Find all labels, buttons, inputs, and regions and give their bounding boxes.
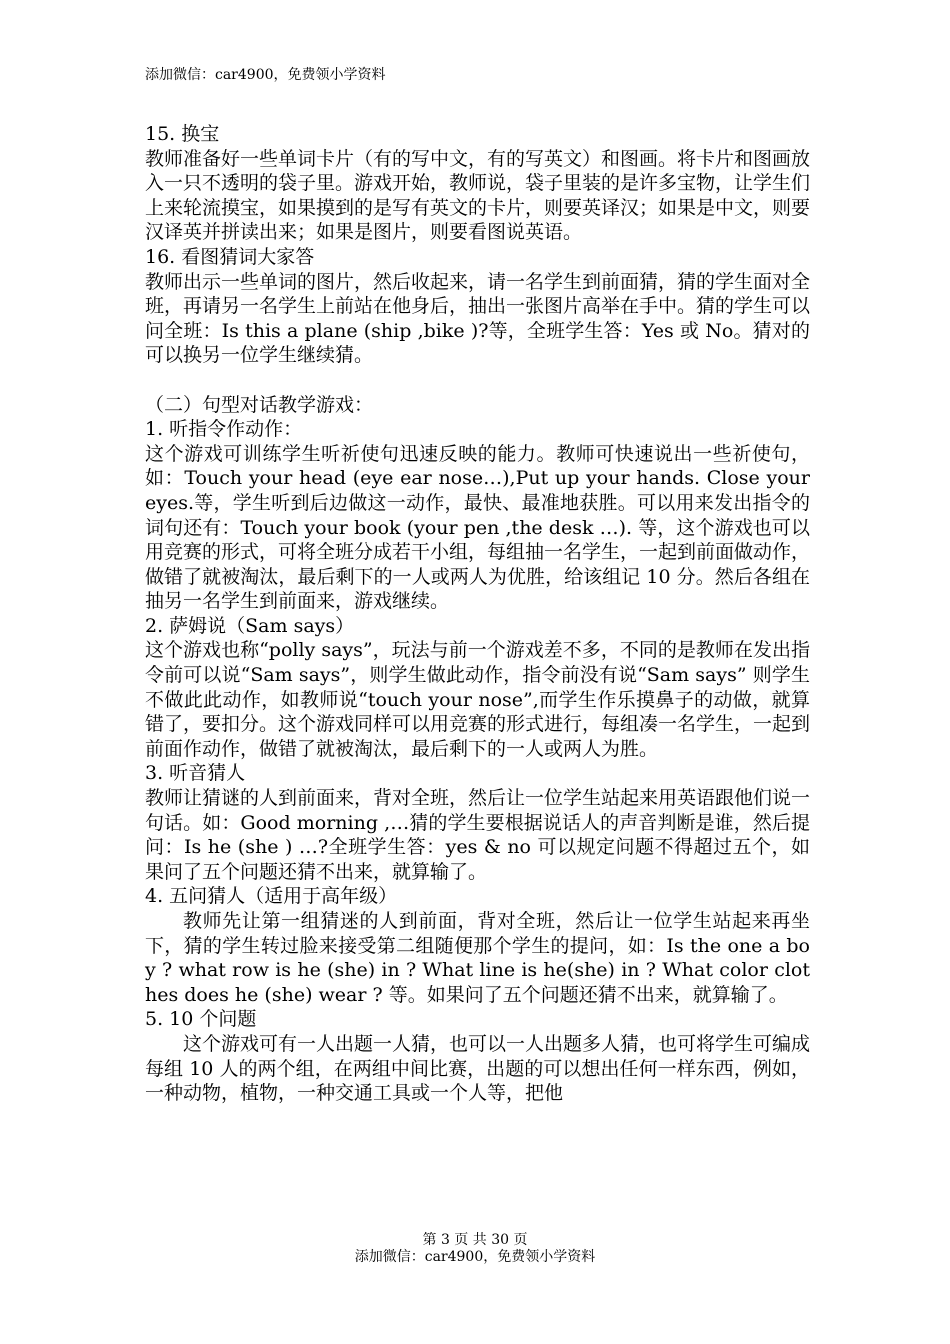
section-heading: 5. 10 个问题: [145, 1008, 257, 1031]
paragraph: 教师出示一些单词的图片，然后收起来，请一名学生到前面猜，猜的学生面对全班，再请另一名学生上前站在他身后，抽出一张图片高举在手中。猜的学生可以问全班：Is this a plane (ship ,bike )?等，全班学生答：Yes 或 No。猜对的可以换另一位学生继续猜。: [145, 270, 811, 367]
header-promo: 添加微信：car4900，免费领小学资料: [145, 67, 386, 83]
section-heading: 2. 萨姆说（Sam says）: [145, 614, 355, 637]
chapter-heading: （二）句型对话教学游戏：: [145, 393, 374, 416]
page-number: 第 3 页 共 30 页: [422, 1232, 528, 1248]
section-heading: 3. 听音猜人: [145, 762, 246, 785]
paragraph: 教师让猜谜的人到前面来，背对全班，然后让一位学生站起来用英语跟他们说一句话。如：Good morning ,…猜的学生要根据说话人的声音判断是谁，然后提问：Is he (she ) …?全班学生答：yes & no 可以规定问题不得超过五个，如果问了五个问题还猜不出来，就算输了。: [145, 787, 811, 883]
paragraph: 教师先让第一组猜迷的人到前面，背对全班，然后让一位学生站起来再坐下，猜的学生转过脸来接受第二组随便那个学生的提问，如：Is the one a boy ? what row is he (she) in ? What line is he(she) in ? What color clothes does he (she) wear ? 等。如果问了五个问题还猜不出来，就算输了。: [145, 910, 810, 1006]
section-heading: 1. 听指令作动作：: [145, 418, 303, 441]
footer-promo: 添加微信：car4900，免费领小学资料: [354, 1249, 596, 1265]
section-heading: 4. 五问猜人（适用于高年级）: [145, 885, 398, 908]
paragraph: 这个游戏也称“polly says”，玩法与前一个游戏差不多，不同的是教师在发出指令前可以说“Sam says”，则学生做此动作，指令前没有说“Sam says” 则学生不做此此动作，如教师说“touch your nose”,而学生作乐摸鼻子的动做，就算错了，要扣分。这个游戏同样可以用竞赛的形式进行，每组凑一名学生，一起到前面作动作，做错了就被淘汰，最后剩下的一人或两人为胜。: [145, 639, 811, 760]
document-body: [145, 122, 810, 1106]
paragraph: 这个游戏可有一人出题一人猜，也可以一人出题多人猜，也可将学生可编成每组 10 人的两个组，在两组中间比赛，出题的可以想出任何一样东西，例如，一种动物，植物，一种交通工具或一个人等，把他: [145, 1032, 811, 1105]
section-heading: 15. 换宝: [145, 123, 220, 145]
paragraph: 这个游戏可训练学生听祈使句迅速反映的能力。教师可快速说出一些祈使句，如：Touch your head (eye ear nose…),Put up your hands. Close your eyes.等，学生听到后边做这一动作，最快、最准地获胜。可以用来发出指令的词句还有：Touch your book (your pen ,the desk …). 等，这个游戏也可以用竞赛的形式，可将全班分成若干小组，每组抽一名学生，一起到前面做动作，做错了就被淘汰，最后剩下的一人或两人为优胜，给该组记 10 分。然后各组在抽另一名学生到前面来，游戏继续。: [145, 442, 811, 613]
section-heading: 16. 看图猜词大家答: [145, 245, 315, 268]
paragraph: 教师准备好一些单词卡片（有的写中文，有的写英文）和图画。将卡片和图画放入一只不透明的袋子里。游戏开始，教师说，袋子里装的是许多宝物，让学生们上来轮流摸宝，如果摸到的是写有英文的卡片，则要英译汉；如果是中文，则要汉译英并拼读出来；如果是图片，则要看图说英语。: [145, 147, 811, 244]
